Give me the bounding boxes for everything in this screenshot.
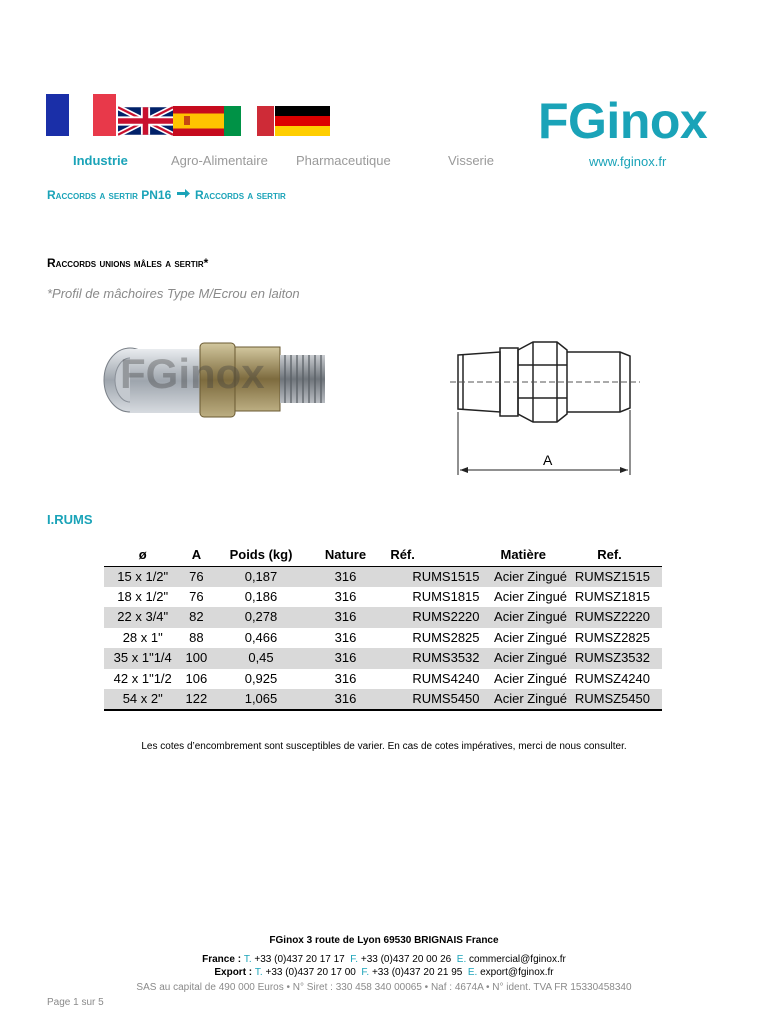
table-header-row [104,540,662,566]
specs-table [104,540,662,711]
subtitle: *Profil de mâchoires Type M/Ecrou en laiton [47,286,300,301]
col-a-header: A [181,540,211,566]
cell-ref2: RUMSZ2220 [569,607,662,628]
export-fax: +33 (0)437 20 21 95 [371,967,463,978]
table-title: I.RUMS [47,512,93,527]
email-label: E. [456,954,467,965]
cell-diameter: 15 x 1/2" [104,566,181,587]
col-ref2-header: Ref. [569,540,662,566]
cell-a: 76 [181,566,211,587]
cell-material: Acier Zingué [494,588,568,604]
footer-france-contact: France : T. +33 (0)437 20 17 17 F. +33 (0)437 20 00 26 E. commercial@fginox.fr [202,954,566,965]
nav-visserie[interactable]: Visserie [448,153,495,168]
fax-label: F. [361,967,370,978]
table-row [104,689,662,710]
technical-drawing [445,330,665,490]
cell-nature: 316 [311,566,381,587]
cell-ref2: RUMSZ5450 [569,689,662,710]
breadcrumb [47,188,286,202]
cell-ref: RUMS4240 [412,670,480,686]
cell-weight: 0,45 [211,648,310,669]
footer-export-contact: Export : T. +33 (0)437 20 17 00 F. +33 (0)437 20 21 95 E. export@fginox.fr [214,967,554,978]
cell-a: 76 [189,588,204,604]
email-label: E. [467,967,478,978]
table-row [104,648,662,669]
export-email[interactable]: export@fginox.fr [480,967,554,978]
cell-material: Acier Zingué [494,629,568,645]
uk-flag[interactable] [118,106,173,136]
germany-flag[interactable] [275,106,330,136]
cell-material: Acier Zingué [480,607,570,628]
page-number: Page 1 sur 5 [47,997,104,1008]
dimension-label-a: A [543,452,553,468]
footer-company-address: FGinox 3 route de Lyon 69530 BRIGNAIS France [269,935,499,946]
table-row [104,587,662,608]
footer-export-label: Export [214,967,247,978]
cell-weight: 0,278 [211,607,310,628]
cell-diameter: 54 x 2" [104,689,181,710]
cell-diameter: 18 x 1/2" [117,588,169,604]
table-row [104,566,662,587]
spain-flag[interactable] [173,106,224,136]
dimensions-note: Les cotes d’encombrement sont susceptibles de varier. En cas de cotes impératives, merci de nous consulter. [141,741,627,752]
breadcrumb-item-raccords[interactable]: Raccords a sertir [194,188,286,202]
cell-ref2: RUMSZ1815 [574,588,650,604]
website-link[interactable]: www.fginox.fr [589,154,667,169]
col-weight-header: Poids (kg) [211,540,310,566]
col-material-header: Matière [480,540,570,566]
cell-diameter: 35 x 1"1/4 [104,648,181,669]
phone-label: T. [243,954,252,965]
cell-diameter: 22 x 3/4" [104,607,181,628]
fginox-logo[interactable]: FGinox [538,93,708,149]
cell-nature: 316 [334,670,357,686]
cell-material: Acier Zingué [494,670,568,686]
cell-nature: 316 [334,588,357,604]
col-nature-header: Nature [311,540,381,566]
language-flags [46,94,332,136]
breadcrumb-item-pn16[interactable]: Raccords a sertir PN16 [47,188,172,202]
cell-nature: 316 [311,689,381,710]
footer-legal-info: SAS au capital de 490 000 Euros • N° Siret : 330 458 340 00065 • Naf : 4674A • N° ident. TVA FR 15330458340 [136,982,632,993]
cell-ref: RUMS1515 [380,566,479,587]
france-flag[interactable] [46,94,116,136]
cell-ref: RUMS3532 [380,648,479,669]
italy-flag[interactable] [224,106,274,136]
cell-ref: RUMS2220 [380,607,479,628]
table-row [104,607,662,628]
france-email[interactable]: commercial@fginox.fr [469,954,566,965]
arrow-right-icon [177,188,190,202]
section-title: Raccords unions mâles a sertir* [47,256,209,270]
cell-weight: 0,466 [244,629,278,645]
photo-watermark-logo: FGinox [120,350,265,397]
cell-a: 82 [181,607,211,628]
cell-weight: 1,065 [211,689,310,710]
cell-a: 122 [181,689,211,710]
france-phone[interactable]: +33 (0)437 20 17 17 [254,954,345,965]
cell-ref: RUMS1815 [412,588,480,604]
cell-weight: 0,187 [211,566,310,587]
cell-diameter: 28 x 1" [122,629,163,645]
fax-label: F. [350,954,359,965]
cell-material: Acier Zingué [480,566,570,587]
cell-nature: 316 [334,629,357,645]
cell-nature: 316 [311,648,381,669]
phone-label: T. [254,967,263,978]
export-phone[interactable]: +33 (0)437 20 17 00 [265,967,356,978]
cell-a: 100 [181,648,211,669]
cell-ref2: RUMSZ2825 [574,629,650,645]
france-fax: +33 (0)437 20 00 26 [360,954,452,965]
table-row [104,628,662,649]
cell-a: 106 [185,670,208,686]
cell-ref2: RUMSZ3532 [569,648,662,669]
cell-weight: 0,925 [244,670,278,686]
cell-nature: 316 [311,607,381,628]
cell-a: 88 [189,629,204,645]
cell-ref: RUMS2825 [412,629,480,645]
cell-material: Acier Zingué [480,648,570,669]
nav-industrie[interactable]: Industrie [73,153,128,168]
cell-ref2: RUMSZ1515 [569,566,662,587]
col-diameter-header: ø [104,540,181,566]
cell-diameter: 42 x 1"1/2 [113,670,172,686]
cell-weight: 0,186 [244,588,278,604]
footer-france-label: France [202,954,235,965]
nav-agro-alimentaire[interactable]: Agro-Alimentaire [171,153,268,168]
cell-ref: RUMS5450 [380,689,479,710]
cell-ref2: RUMSZ4240 [574,670,650,686]
cell-material: Acier Zingué [480,689,570,710]
table-row [104,669,662,690]
col-ref-header: Réf. [380,540,479,566]
nav-pharmaceutique[interactable]: Pharmaceutique [296,153,391,168]
